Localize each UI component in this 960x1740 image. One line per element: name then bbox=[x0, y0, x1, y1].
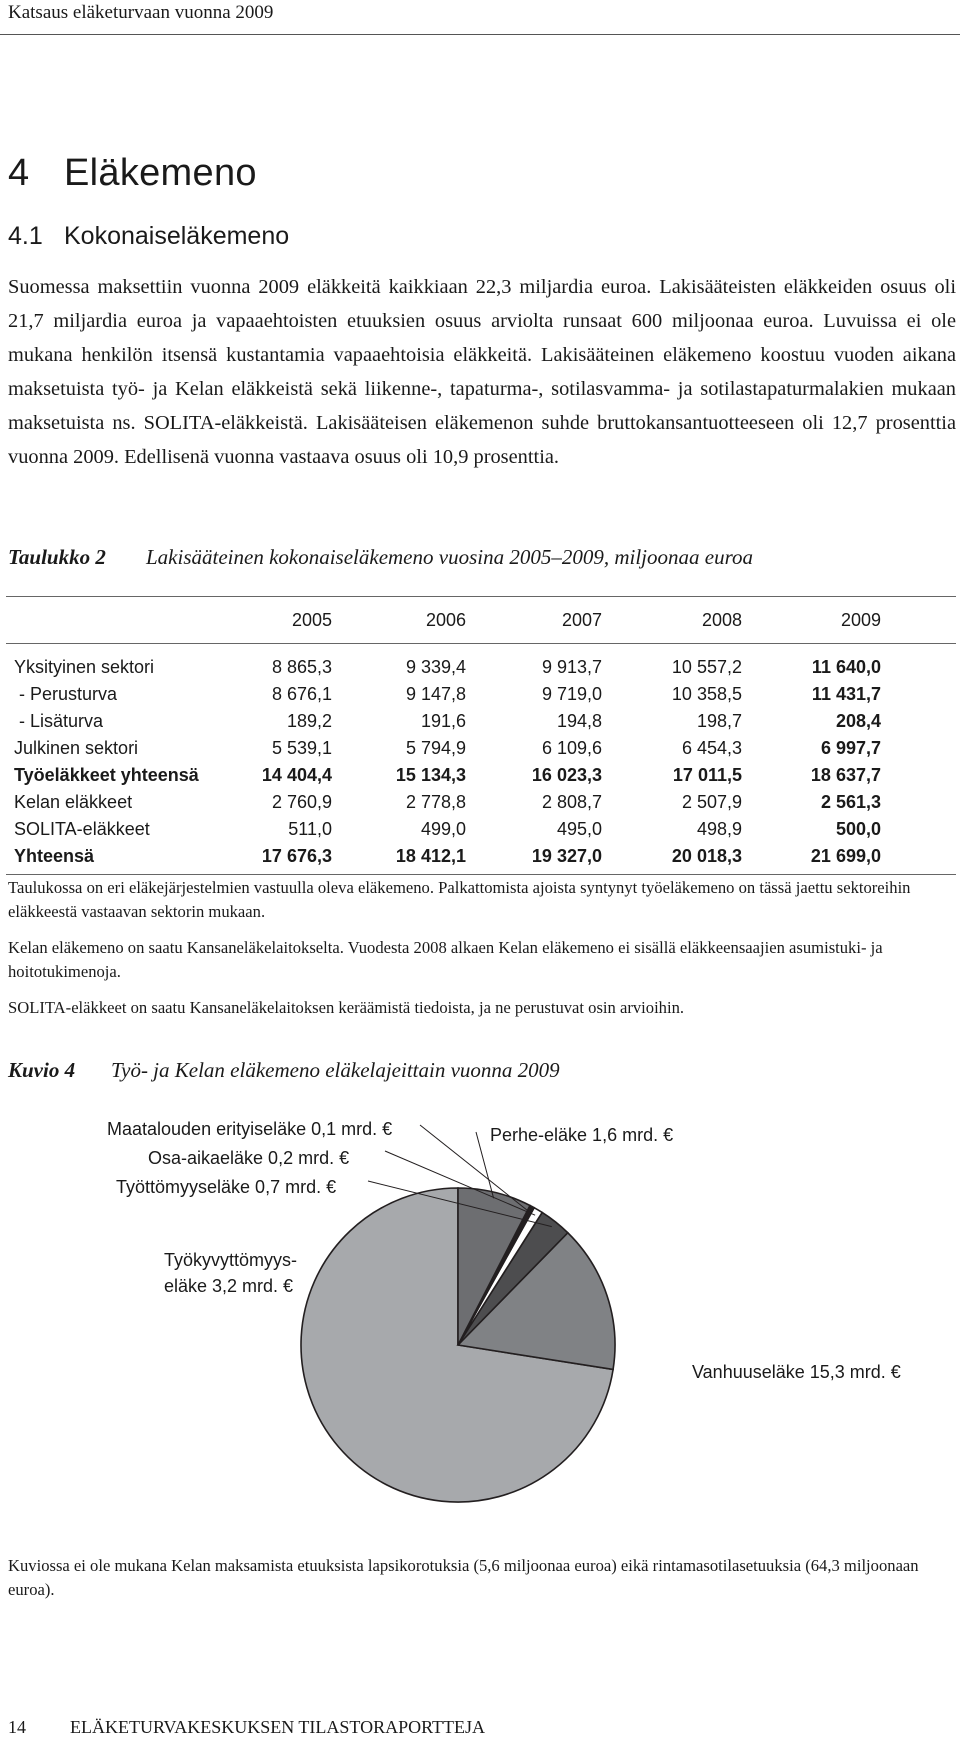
figure-caption-text: Työ- ja Kelan eläkemeno eläkelajeittain vuonna 2009 bbox=[111, 1058, 560, 1082]
footer-series: ELÄKETURVAKESKUKSEN TILASTORAPORTTEJA bbox=[70, 1717, 485, 1737]
table-cell: 6 109,6 bbox=[541, 738, 602, 758]
pie-label-tyottomyys: Työttömyyseläke 0,7 mrd. € bbox=[116, 1177, 337, 1197]
pie-label-tyokyvyttomyys-line1: Työkyvyttömyys- bbox=[164, 1250, 298, 1270]
table-header-empty bbox=[6, 597, 232, 644]
table-row bbox=[6, 843, 956, 875]
table-cell: 499,0 bbox=[420, 819, 466, 839]
table-row bbox=[6, 816, 956, 843]
table-caption-text: Lakisääteinen kokonaiseläkemeno vuosina 2005–2009, miljoonaa euroa bbox=[146, 545, 753, 569]
table-row-label: - Perusturva bbox=[14, 684, 118, 704]
table-row-label: Yksityinen sektori bbox=[14, 657, 155, 677]
table-cell: 5 794,9 bbox=[405, 738, 466, 758]
pie-label-maatalouden: Maatalouden erityiseläke 0,1 mrd. € bbox=[107, 1119, 393, 1139]
table-row-label: Yhteensä bbox=[6, 843, 232, 875]
section-number: 4.1 bbox=[8, 222, 43, 250]
table-header-year: 2007 bbox=[466, 597, 602, 644]
table-row-label: Kelan eläkkeet bbox=[14, 792, 133, 812]
chapter-title-text: Eläkemeno bbox=[64, 152, 257, 194]
pie-label-vanhuus: Vanhuuseläke 15,3 mrd. € bbox=[692, 1362, 901, 1382]
table-cell: 8 865,3 bbox=[271, 657, 332, 677]
table-row-label: Julkinen sektori bbox=[14, 738, 139, 758]
table-row-label: Työeläkkeet yhteensä bbox=[14, 765, 199, 785]
page-footer bbox=[8, 1717, 485, 1738]
table-row bbox=[6, 789, 956, 816]
table-row-label: - Lisäturva bbox=[14, 711, 104, 731]
table-row-label: SOLITA-eläkkeet bbox=[14, 819, 150, 839]
table-cell: 511,0 bbox=[288, 819, 332, 839]
table-cell: 9 913,7 bbox=[541, 657, 602, 677]
table-caption bbox=[8, 545, 753, 570]
table-cell: 2 778,8 bbox=[405, 792, 466, 812]
table-cell: 500,0 bbox=[835, 819, 881, 839]
table-cell: 2 561,3 bbox=[820, 792, 881, 812]
table-cell: 10 358,5 bbox=[671, 684, 742, 704]
section-title-text: Kokonaiseläkemeno bbox=[64, 222, 290, 250]
table-cell: 6 454,3 bbox=[681, 738, 742, 758]
table-cell: 8 676,1 bbox=[271, 684, 332, 704]
chapter-title bbox=[8, 152, 257, 195]
table-cell: 194,8 bbox=[556, 711, 602, 731]
chapter-number: 4 bbox=[8, 152, 30, 194]
table-cell: 9 719,0 bbox=[541, 684, 602, 704]
table-row bbox=[6, 681, 956, 708]
table-header-year: 2005 bbox=[232, 597, 332, 644]
table-cell: 11 640,0 bbox=[811, 657, 881, 677]
table-label: Taulukko 2 bbox=[8, 545, 106, 569]
running-header: Katsaus eläketurvaan vuonna 2009 bbox=[8, 2, 274, 23]
table-cell: 18 412,1 bbox=[332, 843, 466, 875]
table-cell: 208,4 bbox=[835, 711, 881, 731]
table-note-2: Kelan eläkemeno on saatu Kansaneläkelaitokselta. Vuodesta 2008 alkaen Kelan eläkemeno ei sisällä eläkkeensaajien asumistuki- ja hoitotukimenoja. bbox=[8, 938, 883, 981]
table-cell: 2 808,7 bbox=[541, 792, 602, 812]
table-cell: 20 018,3 bbox=[602, 843, 742, 875]
table-cell: 9 339,4 bbox=[405, 657, 466, 677]
table-note-1: Taulukossa on eri eläkejärjestelmien vastuulla oleva eläkemeno. Palkattomista ajoista syntynyt työeläkemeno on tässä jaettu sektoreihin eläkkeestä vastaavan sektorin mukaan. bbox=[8, 878, 911, 921]
table-cell: 495,0 bbox=[556, 819, 602, 839]
table-cell: 19 327,0 bbox=[466, 843, 602, 875]
table-cell: 5 539,1 bbox=[271, 738, 332, 758]
table-cell: 17 676,3 bbox=[232, 843, 332, 875]
table-body bbox=[6, 644, 956, 875]
section-title bbox=[8, 222, 289, 251]
table-header-year: 2009 bbox=[742, 597, 881, 644]
table-cell: 10 557,2 bbox=[671, 657, 742, 677]
table-cell: 15 134,3 bbox=[395, 765, 466, 785]
table-cell: 2 507,9 bbox=[681, 792, 742, 812]
table-cell: 17 011,5 bbox=[672, 765, 742, 785]
table-cell: 9 147,8 bbox=[405, 684, 466, 704]
table-cell: 6 997,7 bbox=[820, 738, 881, 758]
pie-slices bbox=[301, 1188, 615, 1502]
pension-expenditure-table bbox=[6, 596, 956, 875]
table-note-3: SOLITA-eläkkeet on saatu Kansaneläkelaitoksen keräämistä tiedoista, ja ne perustuvat osin arvioihin. bbox=[8, 998, 685, 1017]
table-cell: 11 431,7 bbox=[811, 684, 881, 704]
figure-note: Kuviossa ei ole mukana Kelan maksamista etuuksista lapsikorotuksia (5,6 miljoonaa euroa) eikä rintamasotilasetuuksia (64,3 miljoonaan euroa). bbox=[8, 1556, 919, 1599]
pension-pie-chart bbox=[0, 1095, 960, 1535]
intro-paragraph: Suomessa maksettiin vuonna 2009 eläkkeitä kaikkiaan 22,3 miljardia euroa. Lakisääteisten eläkkeiden osuus oli 21,7 miljardia euroa ja vapaaehtoisten etuuksien osuus arviolta runsaat 600 miljoonaa euroa. Luvuissa ei ole mukana henkilön itsensä kustantamia vapaaehtoisia eläkkeitä. Lakisääteinen eläkemeno koostuu vuoden aikana maksetuista työ- ja Kelan eläkkeistä sekä liikenne-, tapaturma-, sotilasvamma- ja sotilastapaturmalakien mukaan maksetuista ns. SOLITA-eläkkeistä. Lakisääteisen eläkemenon suhde bruttokansantuotteeseen oli 12,7 prosenttia vuonna 2009. Edellisenä vuonna vastaava osuus oli 10,9 prosenttia. bbox=[8, 276, 956, 468]
table-header-year: 2006 bbox=[332, 597, 466, 644]
table-cell: 189,2 bbox=[286, 711, 332, 731]
pie-label-tyokyvyttomyys-line2: eläke 3,2 mrd. € bbox=[164, 1276, 294, 1296]
page-number: 14 bbox=[8, 1717, 26, 1737]
table-cell: 198,7 bbox=[696, 711, 742, 731]
header-divider bbox=[0, 34, 960, 35]
table-row bbox=[6, 762, 956, 789]
table-row bbox=[6, 735, 956, 762]
table-cell: 21 699,0 bbox=[742, 843, 881, 875]
table-row bbox=[6, 708, 956, 735]
table-header-row bbox=[6, 597, 956, 644]
table-cell: 498,9 bbox=[696, 819, 742, 839]
table-row bbox=[6, 644, 956, 682]
table-header-year: 2008 bbox=[602, 597, 742, 644]
figure-label: Kuvio 4 bbox=[8, 1058, 76, 1082]
figure-caption bbox=[8, 1058, 560, 1083]
table-cell: 18 637,7 bbox=[810, 765, 881, 785]
table-cell: 14 404,4 bbox=[261, 765, 332, 785]
pie-label-perhe: Perhe-eläke 1,6 mrd. € bbox=[490, 1125, 674, 1145]
pie-label-osa-aika: Osa-aikaeläke 0,2 mrd. € bbox=[148, 1148, 350, 1168]
table-cell: 2 760,9 bbox=[271, 792, 332, 812]
table-cell: 16 023,3 bbox=[531, 765, 602, 785]
table-cell: 191,6 bbox=[420, 711, 466, 731]
